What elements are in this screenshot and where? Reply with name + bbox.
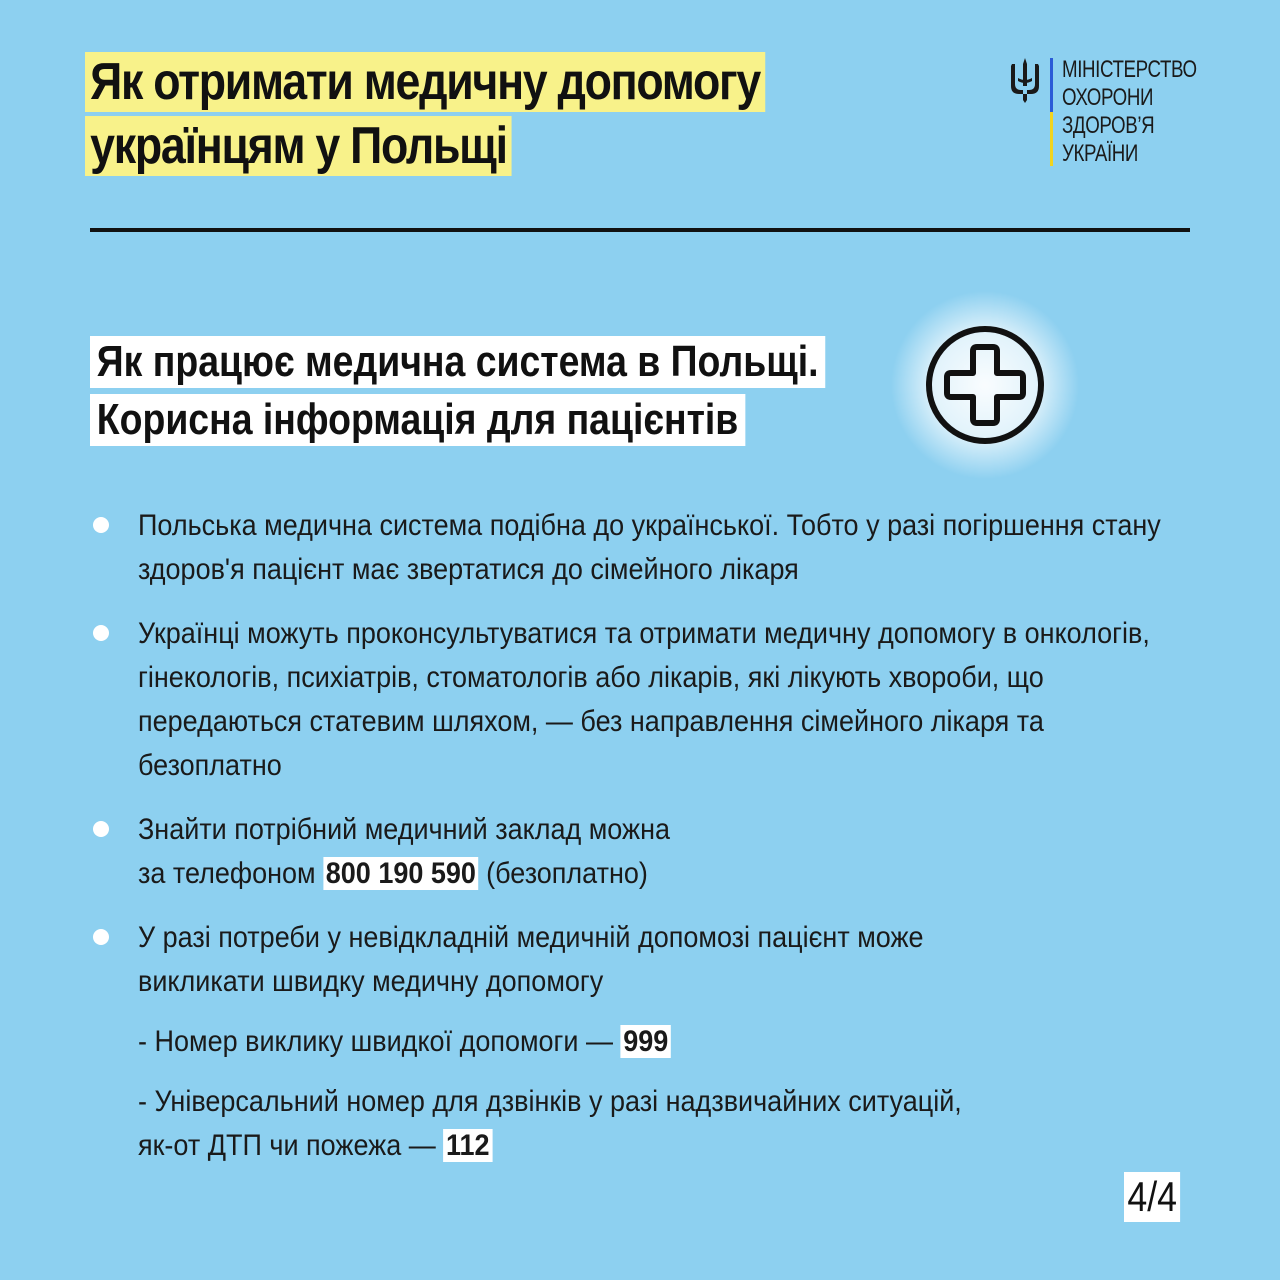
subtitle-line-1: Як працює медична система в Польщі. <box>90 336 825 388</box>
section-subtitle <box>90 336 955 452</box>
ambulance-number-item <box>138 1020 1191 1064</box>
page-title <box>85 52 876 180</box>
flag-bar <box>1050 58 1053 166</box>
bullet-dot <box>93 625 109 641</box>
list-item-text <box>138 916 1191 1168</box>
emergency-label-line-2: як-от ДТП чи пожежа — <box>138 1129 444 1162</box>
list-item-text: Польська медична система подібна до української. Тобто у разі погіршення стану здоров'я пацієнт має звертатися до сімейного лікаря <box>138 509 1161 586</box>
list-item-text-suffix: (безоплатно) <box>478 857 648 890</box>
ambulance-label: - Номер виклику швидкої допомоги — <box>138 1025 621 1058</box>
header-divider <box>90 228 1190 232</box>
emergency-intro: У разі потреби у невідкладній медичній допомозі пацієнт може викликати швидку медичну допомогу <box>138 921 924 998</box>
medical-plus-badge <box>890 290 1080 480</box>
title-line-2: українцям у Польщі <box>85 116 512 176</box>
list-item <box>90 504 1200 592</box>
medical-plus-icon <box>925 325 1045 445</box>
logo-line-3: ЗДОРОВ’Я <box>1062 112 1155 139</box>
ministry-logo <box>1010 56 1200 168</box>
logo-line-4: УКРАЇНИ <box>1062 140 1138 167</box>
logo-line-1: МІНІСТЕРСТВО <box>1062 56 1197 83</box>
flag-yellow-stripe <box>1050 112 1053 166</box>
emergency-number: 112 <box>443 1129 492 1162</box>
title-line-1: Як отримати медичну допомогу <box>85 52 765 112</box>
flag-blue-stripe <box>1050 58 1053 112</box>
list-item <box>90 612 1200 788</box>
tryzub-icon <box>1010 56 1040 104</box>
list-item-text-line-2: за телефоном <box>138 857 324 890</box>
bullet-dot <box>93 929 109 945</box>
list-item-text-line-1: Знайти потрібний медичний заклад можна <box>138 813 670 846</box>
list-item <box>90 808 1200 896</box>
logo-line-2: ОХОРОНИ <box>1062 84 1154 111</box>
emergency-label-line-1: - Універсальний номер для дзвінків у разі надзвичайних ситуацій, <box>138 1085 962 1118</box>
list-item <box>90 916 1200 1168</box>
emergency-number-item <box>138 1080 1191 1168</box>
list-item-text: Українці можуть проконсультуватися та отримати медичну допомогу в онкологів, гінекологів, психіатрів, стоматологів або лікарів, які лікують хвороби, що передаються статевим шляхом, — без направлення сімейного лікаря та безоплатно <box>138 617 1150 782</box>
bullet-dot <box>93 517 109 533</box>
list-item-text <box>138 808 1191 896</box>
logo-text <box>1062 56 1197 168</box>
bullet-dot <box>93 821 109 837</box>
subtitle-line-2: Корисна інформація для пацієнтів <box>90 394 745 446</box>
ambulance-number: 999 <box>620 1025 670 1058</box>
info-phone-number: 800 190 590 <box>323 857 479 890</box>
info-list <box>90 504 1200 1188</box>
page-indicator: 4/4 <box>1124 1172 1180 1222</box>
